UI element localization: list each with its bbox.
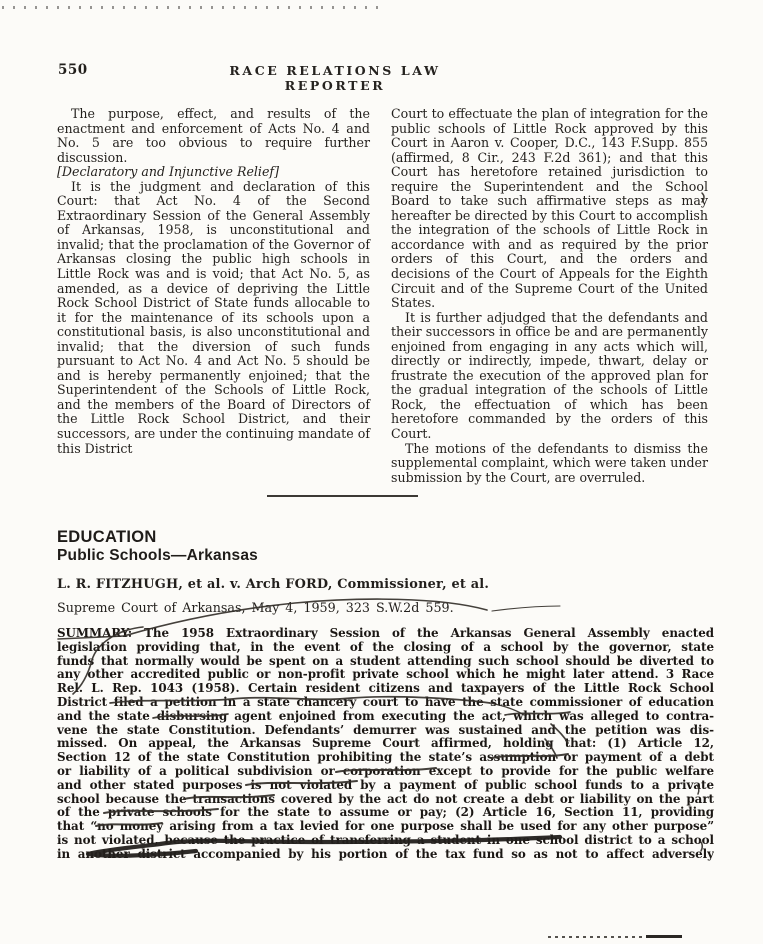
scan-mark-bottom [646,935,682,938]
pen-swoosh-tail [492,606,560,611]
right-column-paragraph-3: The motions of the defendants to dismiss the supplemental complaint, which were taken under submission by the Court, are overruled. [391,440,708,485]
summary-line: or liability of a political subdivision or corporation except to provide for the public welfare [57,764,714,778]
summary-line: and the state disbursing agent enjoined from executing the act, which was alleged to contra- [57,709,714,723]
summary-line: is not violated, because the practice of transferring a student in one school district to a school [57,833,714,847]
left-column-paragraph-2: It is the judgment and declaration of this Court: that Act No. 4 of the Second Extraordinary Session of the General Assembly of Arkansas, 1958, is unconstitutional and invalid; that the proclamation of the Governor of Arkansas closing the public high schools in Little Rock was and is void; that Act No. 5, as amended, as a device of depriving the Little Rock School District of State funds allocable to it for the maintenance of its schools upon a constitutional basis, is also unconstitutional and invalid; that the diversion of such funds pursuant to Act No. 4 and Act No. 5 should be and is hereby permanently enjoined; that the Superintendent of the Schools of Little Rock, and the members of the Board of Directors of the Little Rock School District, and their successors, are under the continuing mandate of this District [57,178,370,456]
summary-line: any other accredited public or non-profit private school which he might later attend. 3 Race [57,668,714,682]
case-title: L. R. FITZHUGH, et al. v. Arch FORD, Commissioner, et al. [57,577,490,592]
summary-line: and other stated purposes is not violated by a payment of public school funds to a private [57,778,714,792]
summary-line: SUMMARY: The 1958 Extraordinary Session of the Arkansas General Assembly enacted [57,627,714,640]
section-divider [267,495,418,497]
scan-perforation-bottom [548,936,648,938]
left-column [57,107,370,456]
declaratory-relief-heading: [Declaratory and Injunctive Relief] [57,164,279,180]
left-column-paragraph-1: The purpose, effect, and results of the enactment and enforcement of Acts No. 4 and No. 5 are too obvious to require further discussion. [57,106,370,165]
summary-line: legislation providing that, in the event of the closing of a school by the governor, state [57,640,714,654]
scan-perforation-top [2,6,382,9]
right-column-paragraph-1: Court to effectuate the plan of integration for the public schools of Little Rock approved by this Court in Aaron v. Cooper, D.C., 143 F.Supp. 855 (affirmed, 8 Cir., 243 F.2d 361); and that this Court has heretofore retained jurisdiction to require the Superintendent and the School Board to take such affirmative steps as may hereafter be directed by this Court to accomplish the integration of the schools of Little Rock in accordance with and as required by the prior orders of this Court, and the orders and decisions of the Court of Appeals for the Eighth Circuit and of the Supreme Court of the United States. [391,106,708,311]
summary-line: Section 12 of the state Constitution prohibiting the state’s assumption or payment of a debt [57,751,714,765]
case-summary [57,627,714,862]
summary-line: in another district accompanied by his portion of the tax fund so as not to affect adversely [57,847,714,861]
section-category-heading: EDUCATION [57,528,157,546]
summary-line: Rel. L. Rep. 1043 (1958). Certain resident citizens and taxpayers of the Little Rock School [57,682,714,696]
summary-line: funds that normally would be spent on a student attending such school should be diverted to [57,654,714,668]
case-citation: Supreme Court of Arkansas, May 4, 1959, 323 S.W.2d 559. [57,600,454,615]
summary-line: of the private schools for the state to assume or pay; (2) Article 16, Section 11, providing [57,806,714,820]
summary-line: that “no money arising from a tax levied for one purpose shall be used for any other purpose” [57,820,714,834]
summary-line: missed. On appeal, the Arkansas Supreme Court affirmed, holding that: (1) Article 12, [57,737,714,751]
section-subcategory-heading: Public Schools—Arkansas [57,547,258,564]
summary-line: District filed a petition in a state chancery court to have the state commissioner of education [57,695,714,709]
summary-line: school because the transactions covered by the act do not create a debt or liability on the part [57,792,714,806]
page-number: 550 [58,62,88,78]
right-column-paragraph-2: It is further adjudged that the defendants and their successors in office be and are permanently enjoined from engaging in any acts which will, directly or indirectly, impede, thwart, delay or frustrate the execution of the approved plan for the gradual integration of the schools of Little Rock, the effectuation of which has been heretofore commanded by the orders of this Court. [391,309,708,442]
right-column [391,107,708,485]
journal-title: RACE RELATIONS LAW REPORTER [229,63,441,93]
summary-line: vene the state Constitution. Defendants’ demurrer was sustained and the petition was dis- [57,723,714,737]
